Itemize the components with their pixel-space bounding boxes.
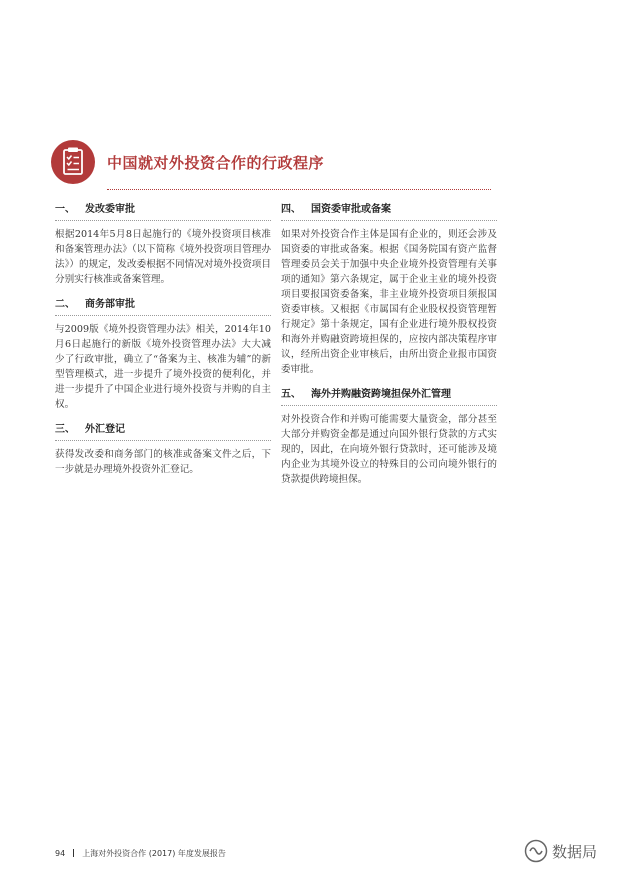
section-divider xyxy=(107,189,491,190)
block-text: 与2009版《境外投资管理办法》相关，2014年10月6日起施行的新版《境外投资管理办法》大大减少了行政审批，确立了“备案为主、核准为辅”的新型管理模式，进一步提升了境外投资的便利化，并进一步提升了中国企业进行境外投资与并购的自主权。 xyxy=(55,324,271,410)
heading-text: 海外并购融资跨境担保外汇管理 xyxy=(311,389,451,400)
clipboard-checklist-icon xyxy=(51,140,95,184)
block-heading xyxy=(281,385,497,406)
heading-number: 一、 xyxy=(55,204,75,215)
heading-text: 商务部审批 xyxy=(85,299,135,310)
block-heading xyxy=(55,200,271,221)
section-header xyxy=(51,140,491,188)
heading-number: 二、 xyxy=(55,299,75,310)
footer-separator xyxy=(73,849,74,857)
publication-title: 上海对外投资合作 (2017) 年度发展报告 xyxy=(82,849,226,858)
heading-text: 外汇登记 xyxy=(85,424,125,435)
wechat-channel-icon xyxy=(524,839,548,863)
block-heading xyxy=(55,295,271,316)
section-block-mofcom xyxy=(55,295,271,412)
section-block-sasac xyxy=(281,200,497,377)
right-column xyxy=(281,200,497,495)
block-text: 根据2014年5月8日起施行的《境外投资项目核准和备案管理办法》（以下简称《境外投资项目管理办法》）的规定，发改委根据不同情况对境外投资项目分别实行核准或备案管理。 xyxy=(55,229,271,285)
block-heading xyxy=(281,200,497,221)
heading-text: 国资委审批或备案 xyxy=(311,204,391,215)
watermark xyxy=(524,836,614,866)
left-column xyxy=(55,200,271,485)
section-block-cross-border-guarantee xyxy=(281,385,497,487)
block-text: 对外投资合作和并购可能需要大量资金，部分甚至大部分并购资金都是通过向国外银行贷款的方式实现的，因此，在向境外银行贷款时，还可能涉及境内企业为其境外设立的特殊目的公司向境外银行的贷款提供跨境担保。 xyxy=(281,414,497,485)
section-title: 中国就对外投资合作的行政程序 xyxy=(107,154,325,172)
block-heading xyxy=(55,420,271,441)
page-number: 94 xyxy=(55,849,66,858)
block-text: 获得发改委和商务部门的核准或备案文件之后，下一步就是办理境外投资外汇登记。 xyxy=(55,449,271,475)
section-block-ndrc xyxy=(55,200,271,287)
heading-number: 四、 xyxy=(281,204,301,215)
heading-number: 三、 xyxy=(55,424,75,435)
section-block-forex xyxy=(55,420,271,477)
page-footer xyxy=(55,848,226,859)
watermark-text: 数据局 xyxy=(552,843,598,861)
block-text: 如果对外投资合作主体是国有企业的，则还会涉及国资委的审批或备案。根据《国务院国有资产监督管理委员会关于加强中央企业境外投资管理有关事项的通知》第六条规定，属于企业主业的境外投资项目要报国资委备案，非主业境外投资项目须报国资委审核。又根据《市属国有企业股权投资管理暂行规定》第十条规定，国有企业进行境外股权投资和海外并购融资跨境担保的，应按内部决策程序审议，经所出资企业审核后，由所出资企业报市国资委审批。 xyxy=(281,229,497,375)
heading-number: 五、 xyxy=(281,389,301,400)
heading-text: 发改委审批 xyxy=(85,204,135,215)
